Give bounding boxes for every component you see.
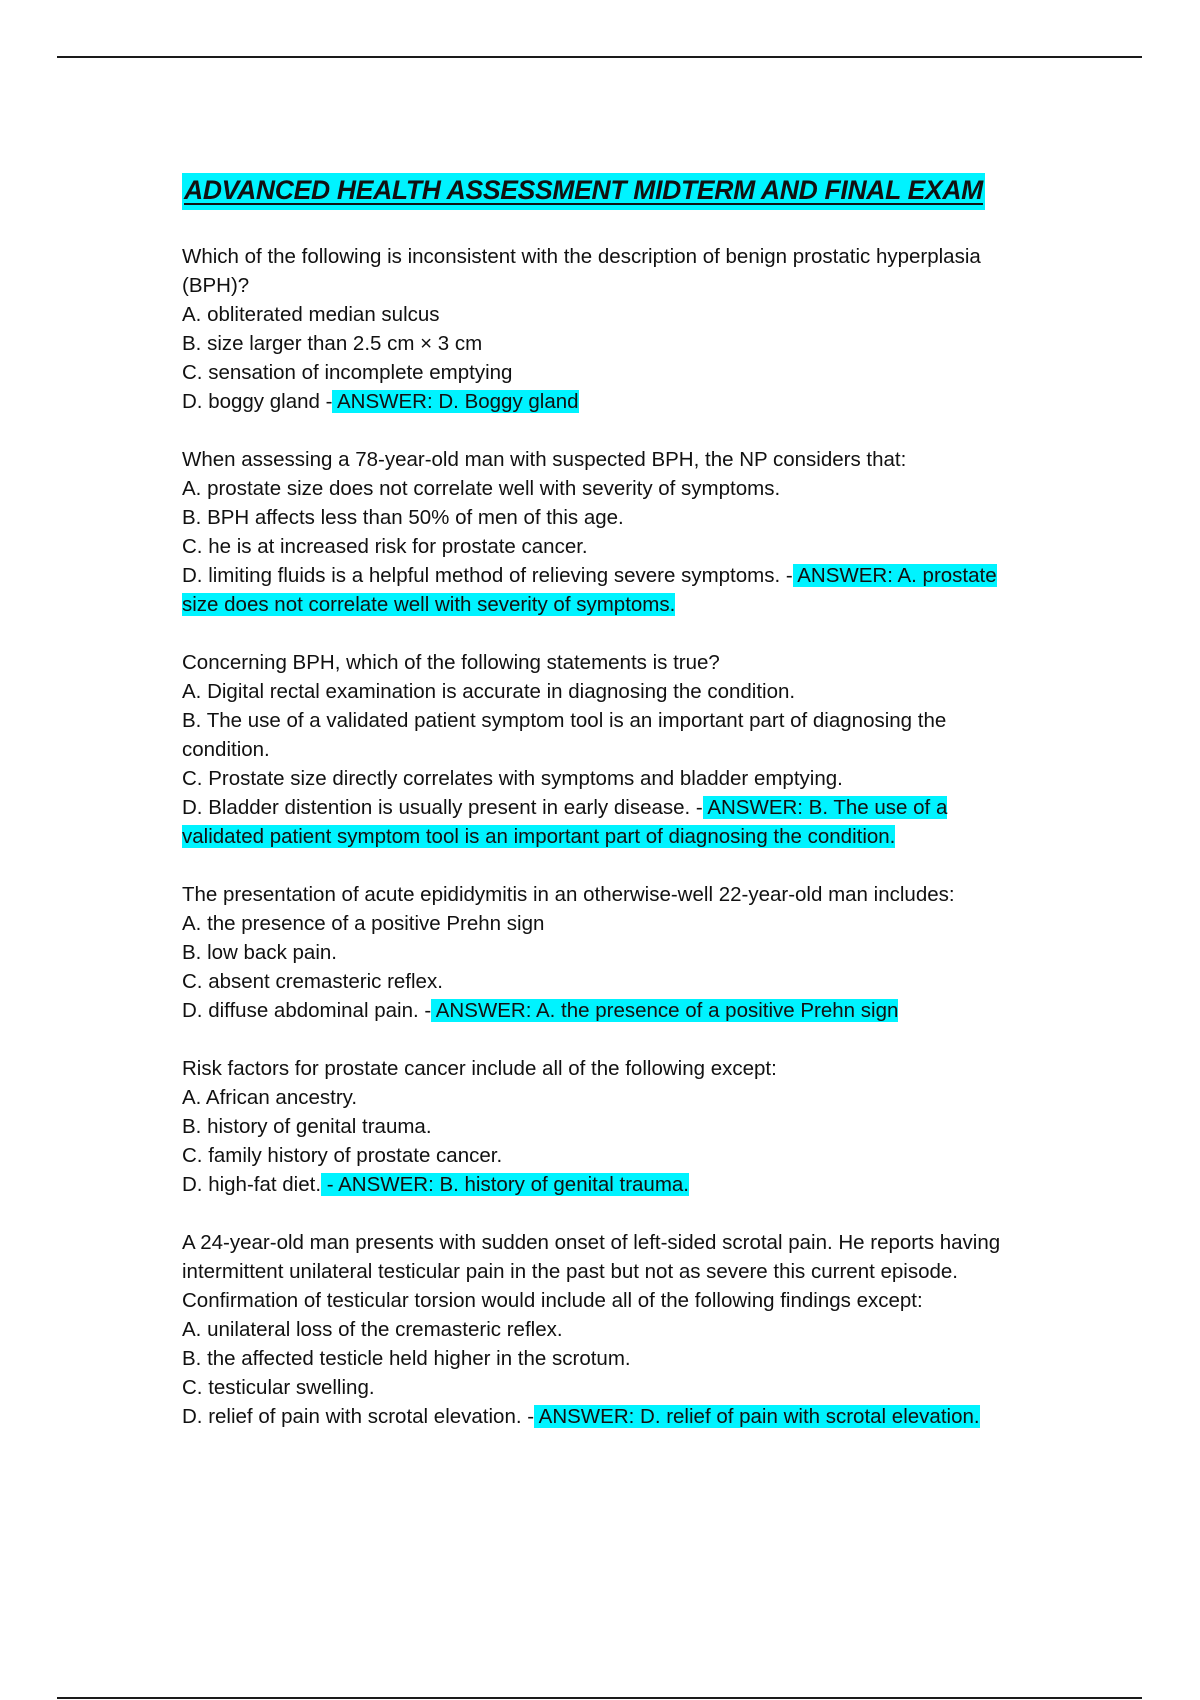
option-d: D. high-fat diet. [182,1173,322,1196]
option-b: B. The use of a validated patient symptom tool is an important part of diagnosing the condition. [182,709,947,761]
question-stem: A 24-year-old man presents with sudden onset of left-sided scrotal pain. He reports having intermittent unilateral testicular pain in the past but not as severe this current episode. Confirmation of testicular torsion would include all of the following findings except: [182,1231,1001,1312]
option-c: C. Prostate size directly correlates with symptoms and bladder emptying. [182,767,843,790]
option-d: D. diffuse abdominal pain. - [182,999,432,1022]
option-b: B. the affected testicle held higher in the scrotum. [182,1347,631,1370]
option-d: D. Bladder distention is usually present in early disease. - [182,796,703,819]
question-stem: The presentation of acute epididymitis in an otherwise-well 22-year-old man includes: [182,883,955,906]
option-d-line [182,561,1022,619]
option-a: A. prostate size does not correlate well with severity of symptoms. [182,477,781,500]
answer-highlight: - ANSWER: B. history of genital trauma. [321,1173,690,1196]
question-stem: Risk factors for prostate cancer include all of the following except: [182,1057,777,1080]
option-c: C. absent cremasteric reflex. [182,970,443,993]
option-a: A. Digital rectal examination is accurate in diagnosing the condition. [182,680,796,703]
question-3 [182,648,1022,851]
option-d-line [182,387,1022,416]
option-d-line [182,1170,1022,1199]
question-stem: Which of the following is inconsistent with the description of benign prostatic hyperplasia (BPH)? [182,245,981,297]
question-2 [182,445,1022,619]
question-stem: Concerning BPH, which of the following statements is true? [182,651,720,674]
option-d-line [182,1402,1022,1431]
answer-highlight: ANSWER: B. The use of a validated patient symptom tool is an important part of diagnosing the condition. [182,796,948,848]
option-c: C. he is at increased risk for prostate cancer. [182,535,588,558]
option-a: A. the presence of a positive Prehn sign [182,912,545,935]
option-a: A. obliterated median sulcus [182,303,440,326]
option-b: B. BPH affects less than 50% of men of this age. [182,506,624,529]
option-c: C. family history of prostate cancer. [182,1144,503,1167]
answer-highlight: ANSWER: D. Boggy gland [332,390,579,413]
header-rule [57,56,1142,58]
option-b: B. size larger than 2.5 cm × 3 cm [182,332,483,355]
option-b: B. low back pain. [182,941,337,964]
answer-highlight: ANSWER: A. prostate size does not correlate well with severity of symptoms. [182,564,997,616]
answer-highlight: ANSWER: D. relief of pain with scrotal elevation. [534,1405,980,1428]
option-a: A. African ancestry. [182,1086,358,1109]
footer-rule [57,1697,1142,1699]
option-b: B. history of genital trauma. [182,1115,432,1138]
answer-highlight: ANSWER: A. the presence of a positive Prehn sign [431,999,899,1022]
option-d: D. limiting fluids is a helpful method of relieving severe symptoms. - [182,564,793,587]
question-stem: When assessing a 78-year-old man with suspected BPH, the NP considers that: [182,448,907,471]
option-d: D. relief of pain with scrotal elevation. - [182,1405,535,1428]
option-d: D. boggy gland - [182,390,333,413]
option-c: C. sensation of incomplete emptying [182,361,513,384]
question-4 [182,880,1022,1025]
question-list [182,242,1022,1460]
question-5 [182,1054,1022,1199]
option-d-line [182,996,1022,1025]
option-c: C. testicular swelling. [182,1376,375,1399]
page-title: ADVANCED HEALTH ASSESSMENT MIDTERM AND FINAL EXAM [182,173,985,210]
question-6 [182,1228,1022,1431]
option-a: A. unilateral loss of the cremasteric reflex. [182,1318,563,1341]
option-d-line [182,793,1022,851]
question-1 [182,242,1022,416]
